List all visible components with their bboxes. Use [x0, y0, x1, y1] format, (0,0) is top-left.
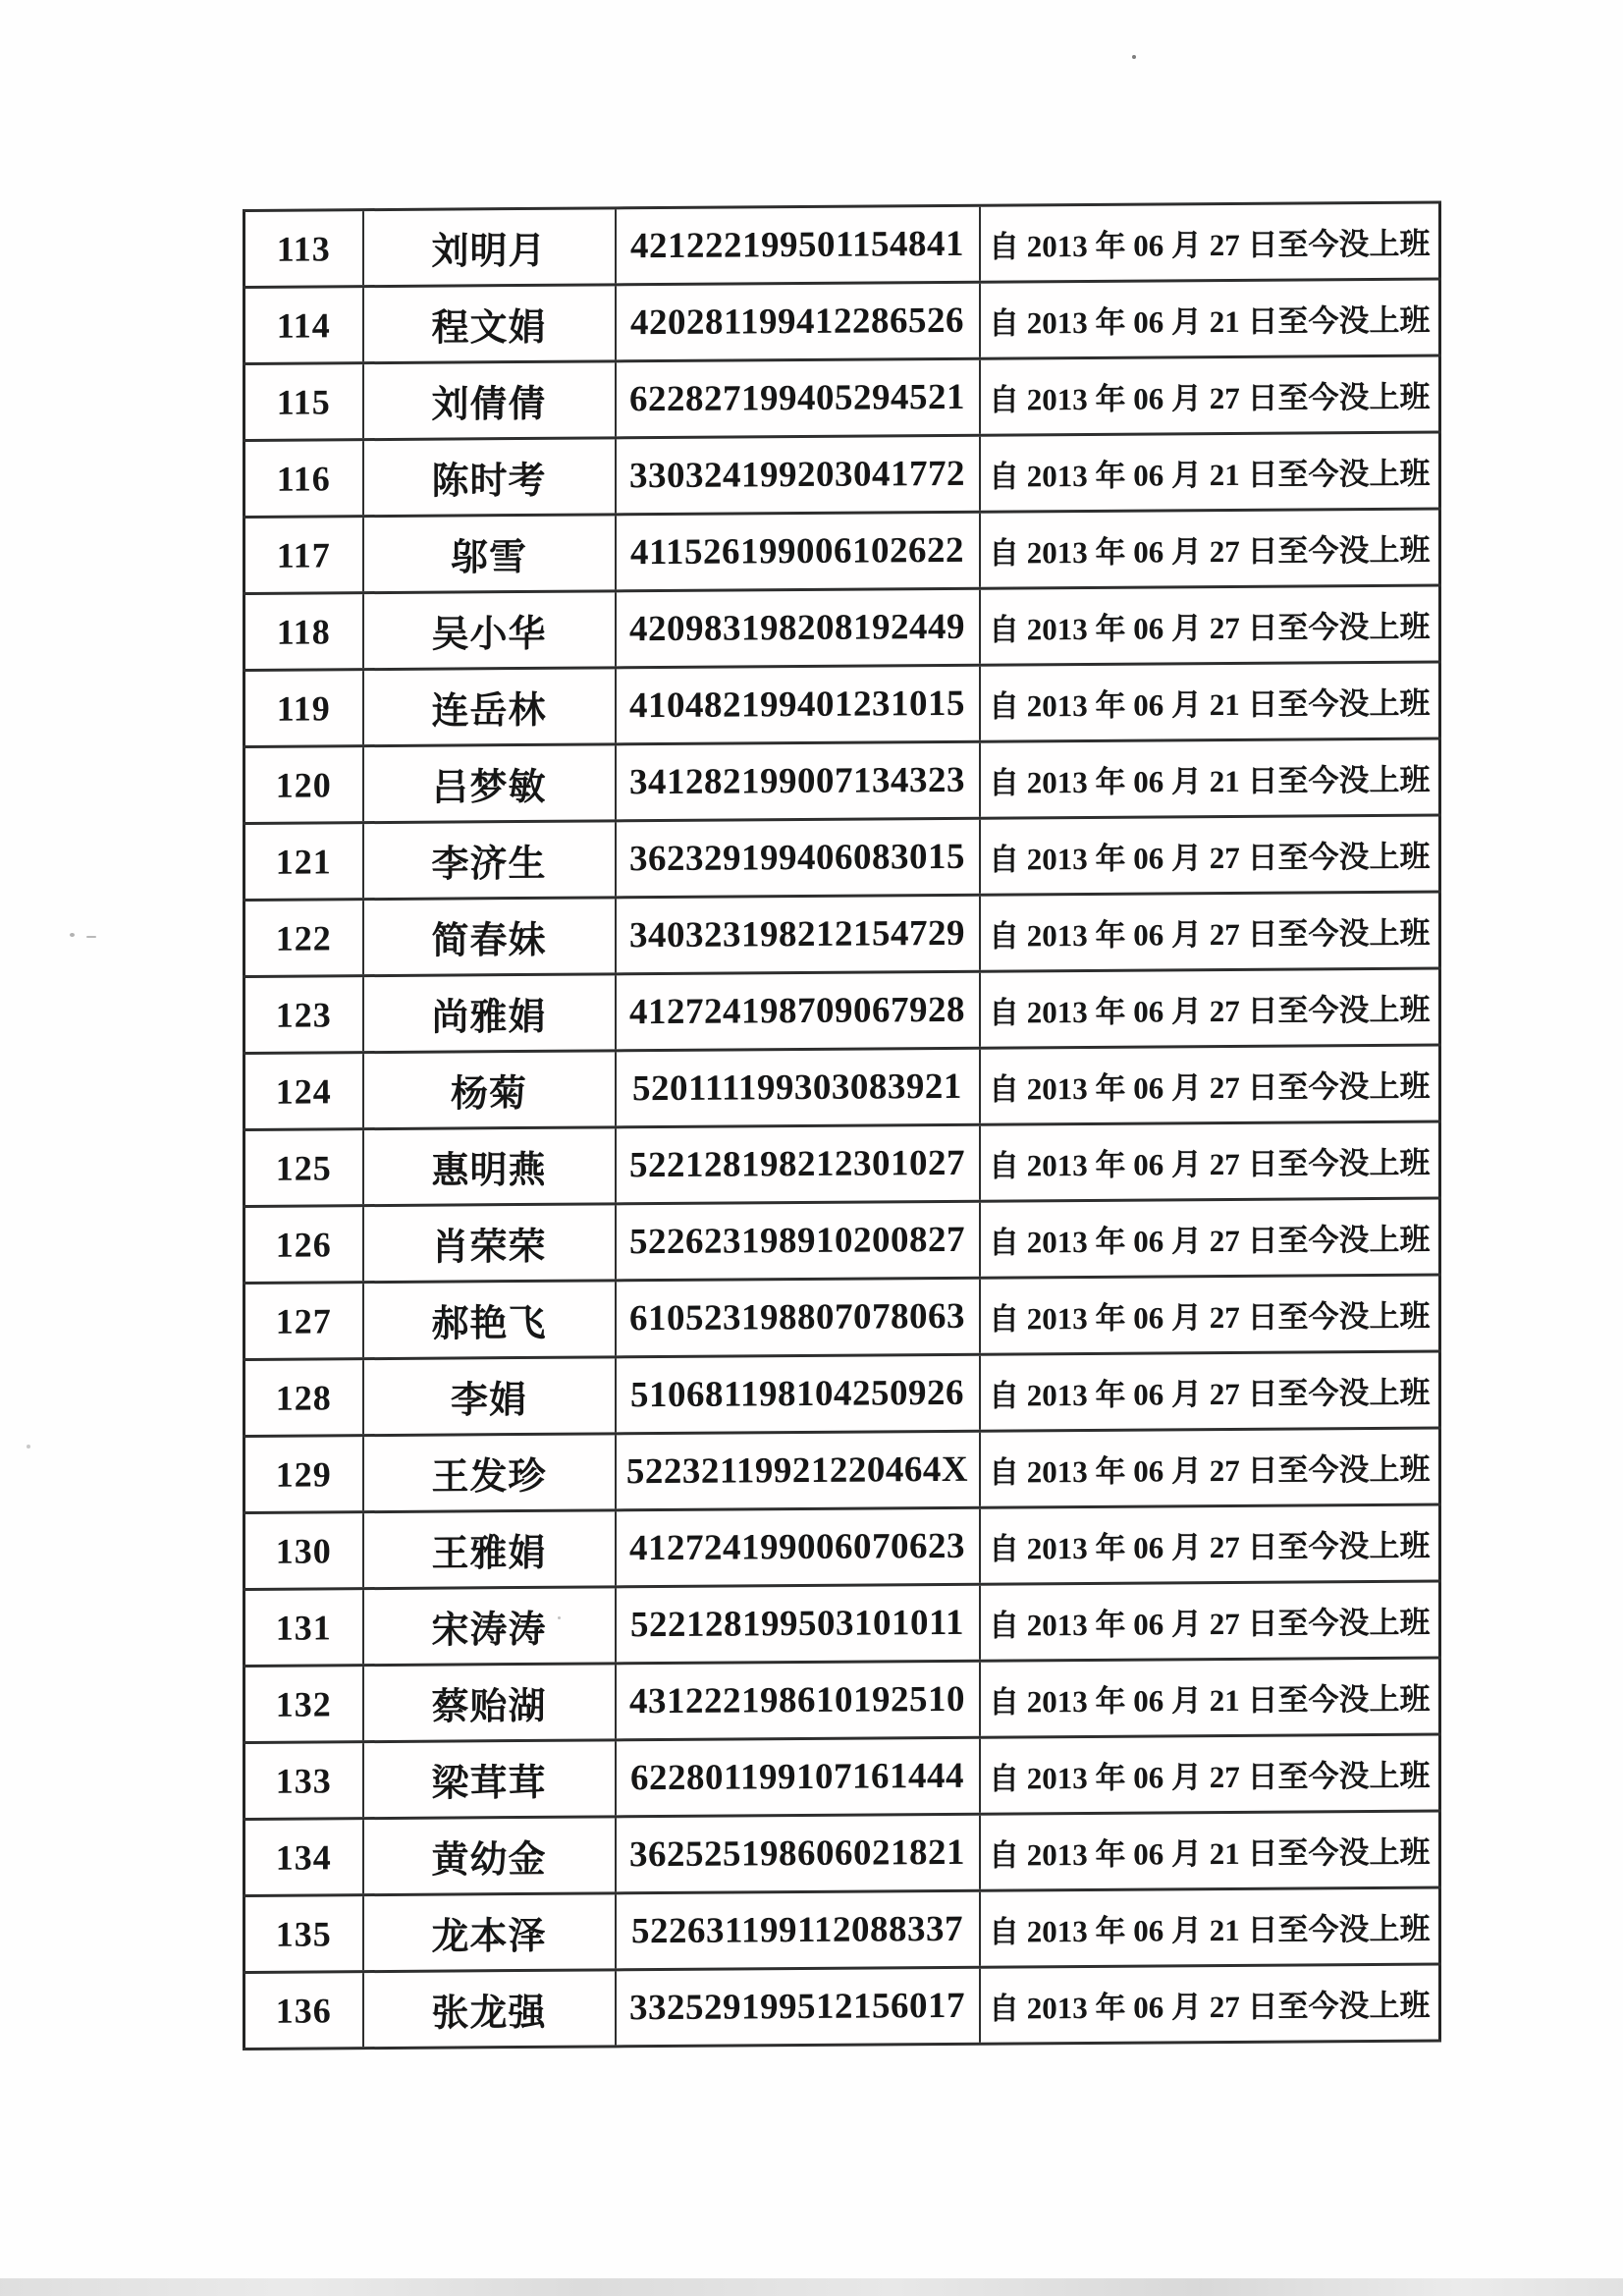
scan-speck — [27, 1445, 30, 1449]
cell-id-number: 522128198212301027 — [616, 1124, 980, 1204]
cell-employee-name: 肖荣荣 — [363, 1204, 616, 1283]
cell-row-number: 131 — [244, 1589, 363, 1667]
table-row — [244, 279, 1440, 364]
cell-id-number: 520111199303083921 — [616, 1048, 980, 1127]
cell-id-number: 420281199412286526 — [616, 282, 980, 361]
cell-row-number: 116 — [244, 440, 363, 518]
cell-absence-status: 自 2013 年 06 月 27 日至今没上班 — [980, 1198, 1440, 1278]
cell-id-number: 52232119921220464X — [616, 1431, 980, 1510]
scan-speck — [70, 933, 75, 937]
cell-employee-name: 宋涛涛 — [363, 1587, 616, 1666]
cell-id-number: 341282199007134323 — [616, 741, 980, 821]
table-row — [244, 432, 1440, 518]
table-row — [244, 585, 1440, 671]
cell-absence-status: 自 2013 年 06 月 21 日至今没上班 — [980, 279, 1440, 358]
table-row — [244, 1121, 1440, 1207]
cell-employee-name: 王发珍 — [363, 1434, 616, 1512]
cell-row-number: 133 — [244, 1742, 363, 1820]
cell-absence-status: 自 2013 年 06 月 27 日至今没上班 — [980, 1351, 1440, 1431]
table-row — [244, 1658, 1440, 1743]
table-row — [244, 1351, 1440, 1437]
cell-employee-name: 吴小华 — [363, 591, 616, 670]
cell-absence-status: 自 2013 年 06 月 21 日至今没上班 — [980, 662, 1440, 741]
cell-absence-status: 自 2013 年 06 月 21 日至今没上班 — [980, 432, 1440, 512]
cell-id-number: 421222199501154841 — [616, 205, 980, 285]
cell-row-number: 113 — [244, 210, 363, 288]
cell-employee-name: 李娟 — [363, 1357, 616, 1436]
table-row — [244, 1504, 1440, 1590]
cell-employee-name: 黄幼金 — [363, 1817, 616, 1895]
table-row — [244, 1275, 1440, 1360]
cell-id-number: 522128199503101011 — [616, 1584, 980, 1664]
cell-absence-status: 自 2013 年 06 月 21 日至今没上班 — [980, 738, 1440, 818]
table-row — [244, 202, 1440, 288]
cell-id-number: 622801199107161444 — [616, 1737, 980, 1817]
cell-id-number: 522623198910200827 — [616, 1201, 980, 1281]
cell-id-number: 410482199401231015 — [616, 665, 980, 744]
cell-id-number: 330324199203041772 — [616, 435, 980, 515]
cell-employee-name: 连岳林 — [363, 668, 616, 746]
cell-row-number: 134 — [244, 1819, 363, 1896]
cell-row-number: 115 — [244, 363, 363, 441]
table-row — [244, 738, 1440, 824]
cell-row-number: 130 — [244, 1512, 363, 1590]
cell-absence-status: 自 2013 年 06 月 21 日至今没上班 — [980, 1658, 1440, 1737]
cell-id-number: 362525198606021821 — [616, 1814, 980, 1893]
cell-employee-name: 龙本泽 — [363, 1893, 616, 1972]
cell-employee-name: 刘倩倩 — [363, 361, 616, 440]
cell-employee-name: 王雅娟 — [363, 1510, 616, 1589]
cell-absence-status: 自 2013 年 06 月 27 日至今没上班 — [980, 1964, 1440, 2044]
table-row — [244, 1581, 1440, 1667]
cell-absence-status: 自 2013 年 06 月 27 日至今没上班 — [980, 1045, 1440, 1124]
cell-row-number: 126 — [244, 1206, 363, 1284]
cell-employee-name: 蔡贻湖 — [363, 1664, 616, 1742]
cell-row-number: 122 — [244, 900, 363, 977]
cell-row-number: 132 — [244, 1666, 363, 1743]
table-row — [244, 1045, 1440, 1130]
cell-row-number: 129 — [244, 1436, 363, 1513]
cell-employee-name: 程文娟 — [363, 285, 616, 363]
table-row — [244, 1964, 1440, 2050]
table-row — [244, 968, 1440, 1054]
cell-employee-name: 尚雅娟 — [363, 974, 616, 1053]
scan-bottom-edge — [0, 2278, 1623, 2296]
cell-id-number: 431222198610192510 — [616, 1661, 980, 1740]
cell-row-number: 125 — [244, 1129, 363, 1207]
cell-row-number: 121 — [244, 823, 363, 901]
cell-row-number: 135 — [244, 1895, 363, 1973]
cell-absence-status: 自 2013 年 06 月 27 日至今没上班 — [980, 1581, 1440, 1661]
table-row — [244, 892, 1440, 977]
cell-id-number: 411526199006102622 — [616, 512, 980, 591]
cell-absence-status: 自 2013 年 06 月 27 日至今没上班 — [980, 1734, 1440, 1814]
cell-employee-name: 简春妹 — [363, 898, 616, 976]
table-body — [244, 202, 1440, 2050]
cell-id-number: 340323198212154729 — [616, 895, 980, 974]
cell-id-number: 622827199405294521 — [616, 358, 980, 438]
cell-absence-status: 自 2013 年 06 月 27 日至今没上班 — [980, 968, 1440, 1048]
table-row — [244, 1734, 1440, 1820]
absence-roster-table — [243, 200, 1441, 2050]
cell-row-number: 127 — [244, 1283, 363, 1360]
cell-absence-status: 自 2013 年 06 月 27 日至今没上班 — [980, 585, 1440, 665]
cell-employee-name: 邬雪 — [363, 515, 616, 593]
cell-row-number: 123 — [244, 976, 363, 1054]
table-row — [244, 355, 1440, 441]
cell-absence-status: 自 2013 年 06 月 27 日至今没上班 — [980, 202, 1440, 282]
cell-id-number: 332529199512156017 — [616, 1967, 980, 2047]
cell-id-number: 412724198709067928 — [616, 971, 980, 1051]
table-row — [244, 509, 1440, 594]
cell-employee-name: 张龙强 — [363, 1970, 616, 2049]
cell-absence-status: 自 2013 年 06 月 27 日至今没上班 — [980, 892, 1440, 971]
table-row — [244, 815, 1440, 901]
cell-id-number: 510681198104250926 — [616, 1354, 980, 1434]
cell-id-number: 522631199112088337 — [616, 1890, 980, 1970]
cell-employee-name: 杨菊 — [363, 1051, 616, 1129]
cell-row-number: 118 — [244, 593, 363, 671]
scan-speck — [86, 936, 96, 938]
cell-row-number: 120 — [244, 746, 363, 824]
cell-employee-name: 李济生 — [363, 821, 616, 900]
cell-absence-status: 自 2013 年 06 月 27 日至今没上班 — [980, 815, 1440, 895]
cell-id-number: 420983198208192449 — [616, 588, 980, 668]
cell-id-number: 362329199406083015 — [616, 818, 980, 898]
cell-employee-name: 梁茸茸 — [363, 1740, 616, 1819]
cell-employee-name: 郝艳飞 — [363, 1281, 616, 1359]
cell-row-number: 128 — [244, 1359, 363, 1437]
table-row — [244, 662, 1440, 747]
cell-employee-name: 刘明月 — [363, 208, 616, 287]
scan-speck — [1132, 55, 1136, 59]
table-row — [244, 1428, 1440, 1513]
cell-absence-status: 自 2013 年 06 月 21 日至今没上班 — [980, 1811, 1440, 1890]
cell-employee-name: 陈时考 — [363, 438, 616, 517]
table-row — [244, 1198, 1440, 1284]
cell-absence-status: 自 2013 年 06 月 27 日至今没上班 — [980, 509, 1440, 588]
cell-id-number: 610523198807078063 — [616, 1278, 980, 1357]
cell-row-number: 136 — [244, 1972, 363, 2050]
table-row — [244, 1811, 1440, 1896]
cell-id-number: 412724199006070623 — [616, 1507, 980, 1587]
cell-absence-status: 自 2013 年 06 月 27 日至今没上班 — [980, 1428, 1440, 1507]
cell-row-number: 124 — [244, 1053, 363, 1130]
cell-absence-status: 自 2013 年 06 月 27 日至今没上班 — [980, 1121, 1440, 1201]
cell-absence-status: 自 2013 年 06 月 27 日至今没上班 — [980, 1504, 1440, 1584]
cell-employee-name: 吕梦敏 — [363, 744, 616, 823]
cell-absence-status: 自 2013 年 06 月 21 日至今没上班 — [980, 1887, 1440, 1967]
cell-absence-status: 自 2013 年 06 月 27 日至今没上班 — [980, 1275, 1440, 1354]
cell-absence-status: 自 2013 年 06 月 27 日至今没上班 — [980, 355, 1440, 435]
cell-employee-name: 惠明燕 — [363, 1127, 616, 1206]
cell-row-number: 117 — [244, 517, 363, 594]
cell-row-number: 119 — [244, 670, 363, 747]
table-row — [244, 1887, 1440, 1973]
cell-row-number: 114 — [244, 287, 363, 364]
